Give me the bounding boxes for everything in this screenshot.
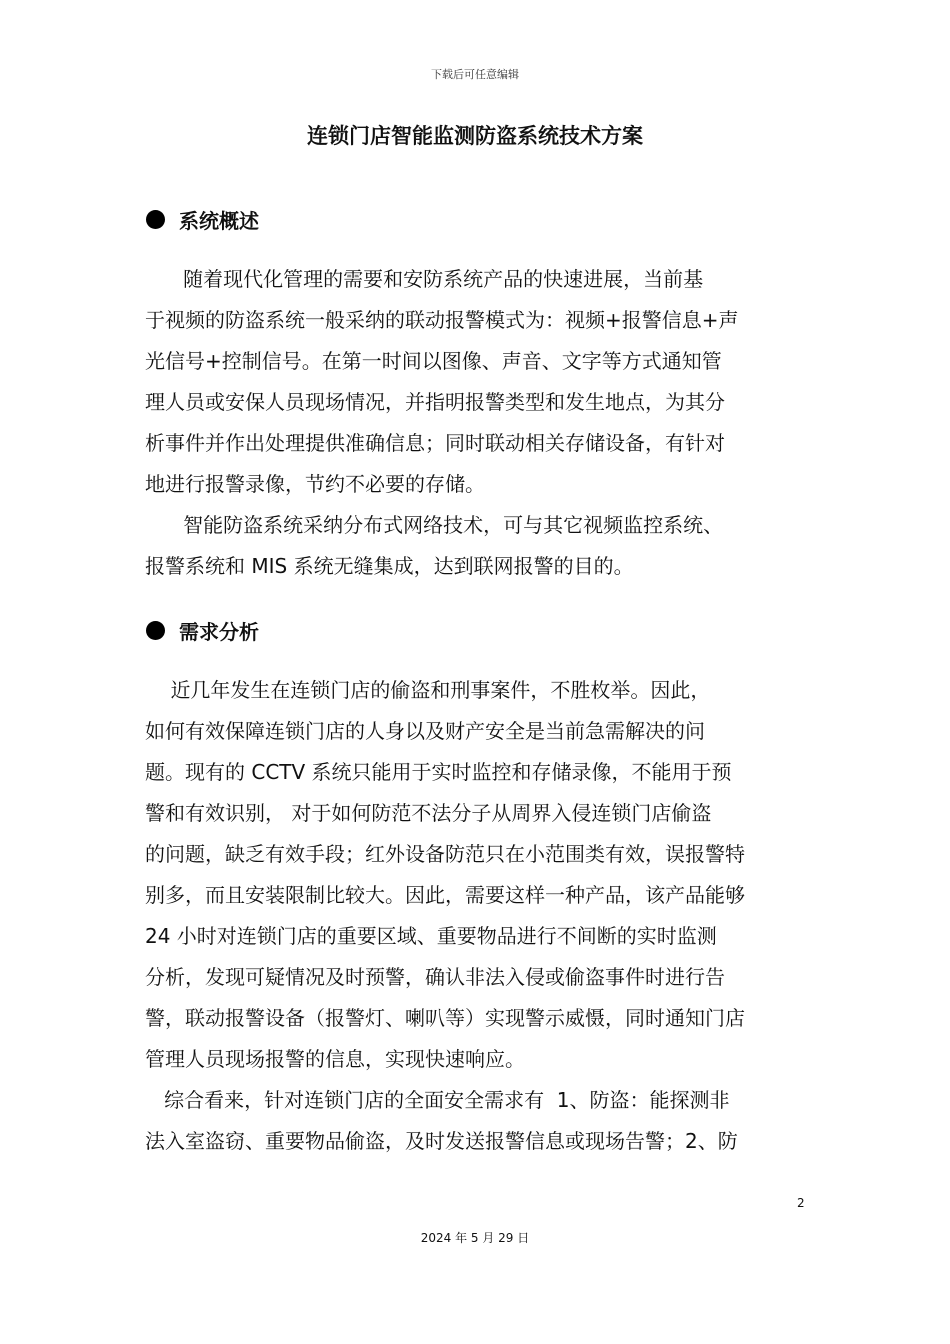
section-heading-overview	[146, 205, 259, 234]
footer-date: 2024 年 5 月 29 日	[420, 1231, 530, 1245]
document-title: 连锁门店智能监测防盗系统技术方案	[307, 124, 643, 148]
bullet-icon	[146, 210, 165, 229]
page-number: 2	[797, 1196, 805, 1210]
paragraph-requirements-1: 近几年发生在连锁门店的偷盗和刑事案件，不胜枚举。因此， 如何有效保障连锁门店的人身以及财产安全是当前急需解决的问 题。现有的 CCTV 系统只能用于实时监控和存储录像，不能用于预 警和有效识别， 对于如何防范不法分子从周界入侵连锁门店偷盗 的问题，缺乏有效手段；红外设备防范只在小范围类有效，误报警特 别多，而且安装限制比较大。因此，需要这样一种产品，该产品能够 24 小时对连锁门店的重要区域、重要物品进行不间断的实时监测 分析，发现可疑情况及时预警，确认非法入侵或偷盗事件时进行告 警，联动报警设备（报警灯、喇叭等）实现警示威慑，同时通知门店 管理人员现场报警的信息，实现快速响应。	[145, 678, 745, 1071]
paragraph-overview-1: 随着现代化管理的需要和安防系统产品的快速进展，当前基 于视频的防盗系统一般采纳的联动报警模式为：视频+报警信息+声 光信号+控制信号。在第一时间以图像、声音、文字等方式通知管 理人员或安保人员现场情况，并指明报警类型和发生地点，为其分 析事件并作出处理提供准确信息；同时联动相关存储设备，有针对 地进行报警录像，节约不必要的存储。	[145, 267, 739, 496]
paragraph-overview-2: 智能防盗系统采纳分布式网络技术，可与其它视频监控系统、 报警系统和 MIS 系统无缝集成，达到联网报警的目的。	[145, 513, 724, 578]
section-heading-text: 系统概述	[179, 209, 259, 233]
paragraph-requirements-2: 综合看来，针对连锁门店的全面安全需求有 1、防盗：能探测非 法入室盗窃、重要物品偷盗，及时发送报警信息或现场告警；2、防	[145, 1088, 738, 1153]
section-heading-requirements	[146, 616, 259, 645]
page-header-note: 下载后可任意编辑	[431, 68, 519, 81]
bullet-icon	[146, 621, 165, 640]
section-heading-text: 需求分析	[179, 620, 259, 644]
